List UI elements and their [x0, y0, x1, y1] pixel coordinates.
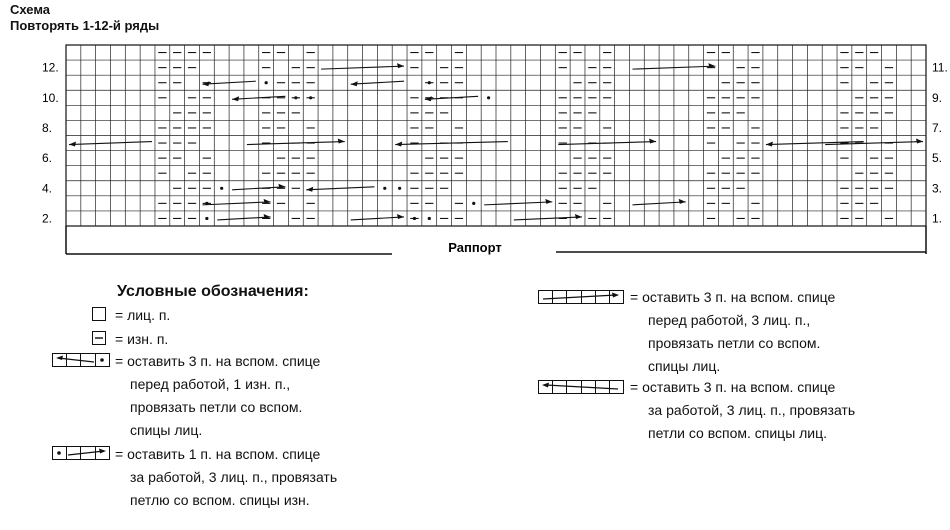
cable-dot [472, 202, 475, 205]
right-row-label: 7. [932, 120, 943, 135]
left-row-label: 4. [42, 181, 53, 196]
legend-right-knit-line-2: за работой, 3 лиц. п., провязать [648, 402, 856, 418]
legend-left-purl-line-1: = оставить 3 п. на вспом. спице [115, 353, 321, 369]
legend-knit-text: = лиц. п. [115, 307, 171, 323]
left-knit-cross-icon [538, 290, 624, 304]
legend-left-purl-line-3: провязать петли со вспом. [130, 399, 303, 415]
legend-purl-text: = изн. п. [115, 331, 169, 347]
left-row-label: 6. [42, 151, 53, 166]
right-row-label: 3. [932, 181, 943, 196]
legend-left-purl-line-2: перед работой, 1 изн. п., [130, 376, 291, 392]
chart-title: Схема [10, 2, 51, 17]
right-purl-cross-icon [52, 446, 110, 460]
left-row-labels [42, 61, 59, 226]
legend-left-knit-line-2: перед работой, 3 лиц. п., [648, 312, 811, 328]
legend-left-knit-line-4: спицы лиц. [648, 358, 721, 374]
cable-dot [398, 187, 401, 190]
left-purl-cross-icon [52, 353, 110, 367]
repeat-label: Раппорт [448, 240, 502, 255]
legend-right-purl-line-3: петлю со вспом. спицы изн. [130, 492, 310, 508]
left-row-label: 10. [42, 90, 59, 105]
legend-left-knit-line-1: = оставить 3 п. на вспом. спице [630, 289, 836, 305]
chart-subtitle: Повторять 1-12-й ряды [10, 18, 160, 33]
left-row-label: 12. [42, 60, 59, 75]
purl-symbol-icon [92, 331, 106, 345]
right-row-label: 9. [932, 90, 943, 105]
cable-dot [220, 187, 223, 190]
right-knit-cross-icon [538, 380, 624, 394]
legend-title: Условные обозначения: [117, 283, 309, 300]
cable-dot [309, 96, 312, 99]
knit-symbol-icon [92, 307, 106, 321]
right-row-label: 11. [932, 60, 948, 75]
cable-dot [205, 202, 208, 205]
right-row-label: 5. [932, 151, 943, 166]
cable-dot [413, 217, 416, 220]
legend-right-knit-line-1: = оставить 3 п. на вспом. спице [630, 379, 836, 395]
chart-grid [66, 45, 926, 226]
legend-left-knit-line-3: провязать петли со вспом. [648, 335, 821, 351]
legend-right-knit-line-3: петли со вспом. спицы лиц. [648, 425, 828, 441]
legend-right-purl-line-1: = оставить 1 п. на вспом. спице [115, 446, 321, 462]
cable-dot [205, 217, 208, 220]
cable-dot [428, 81, 431, 84]
cable-dot [294, 96, 297, 99]
cable-dot [383, 187, 386, 190]
left-row-label: 8. [42, 120, 53, 135]
right-row-labels [932, 61, 948, 226]
right-row-label: 1. [932, 211, 943, 226]
legend-left-purl-line-4: спицы лиц. [130, 422, 203, 438]
cable-dot [487, 96, 490, 99]
cable-dot [428, 217, 431, 220]
cable-dot [265, 81, 268, 84]
left-row-label: 2. [42, 211, 53, 226]
legend-right-purl-line-2: за работой, 3 лиц. п., провязать [130, 469, 338, 485]
